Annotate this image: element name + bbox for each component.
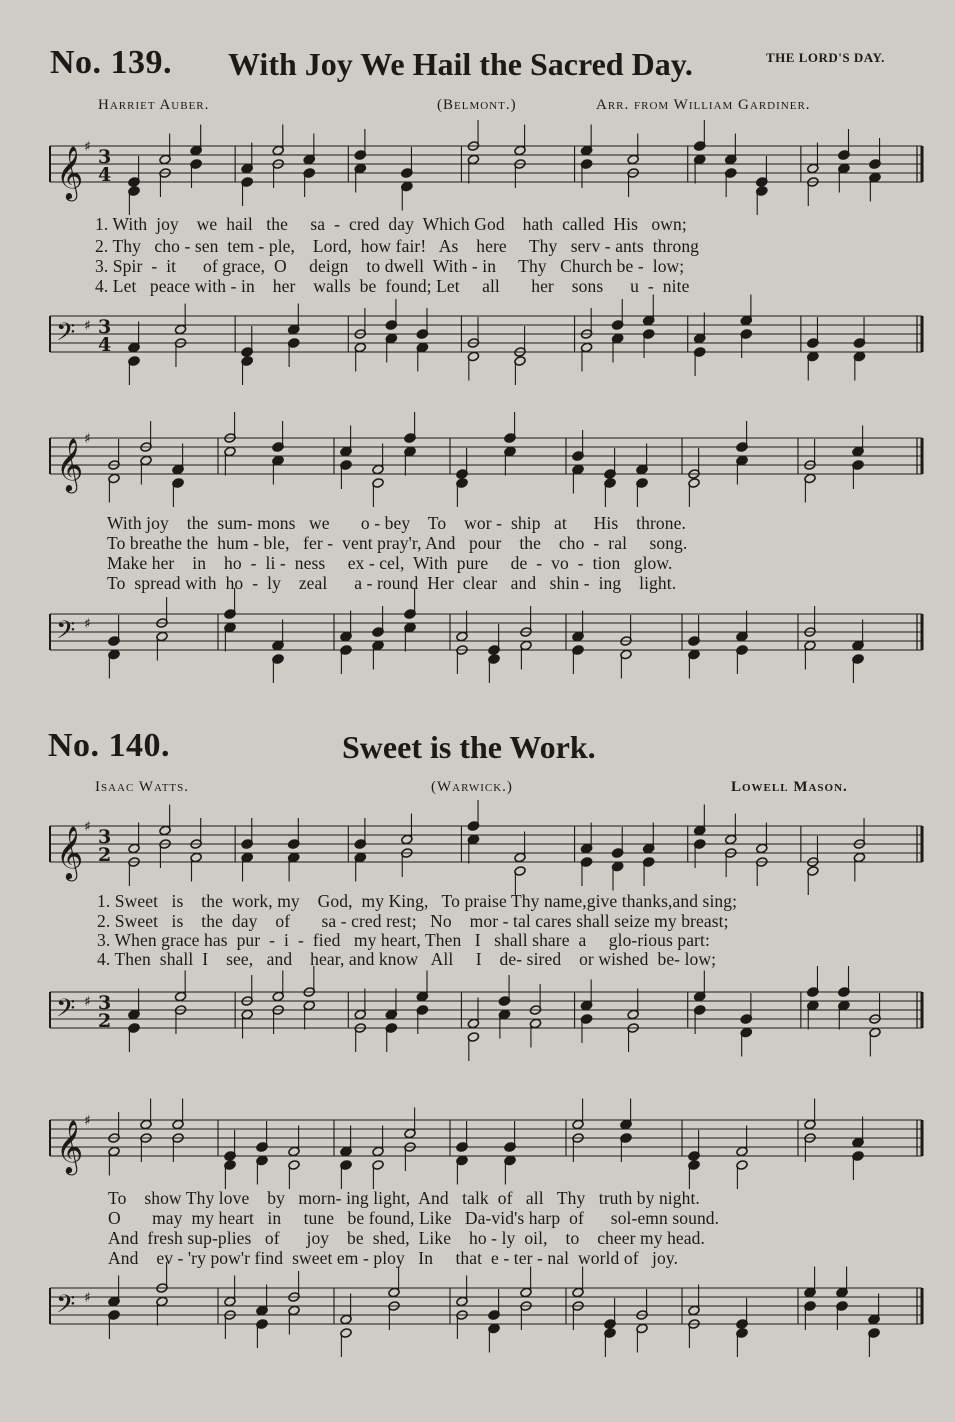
- hymn-140-verse-3-line-1: 3. When grace has pur - i - fied my heart, Then I shall share a glo-rious part:: [97, 930, 710, 950]
- svg-text:3: 3: [98, 826, 112, 848]
- svg-text:♯: ♯: [84, 431, 91, 447]
- hymn-139-treble-staff-1: [46, 128, 926, 212]
- hymn-139-verse-1-line-2: With joy the sum- mons we o - bey To wor - ship at His throne.: [107, 513, 686, 533]
- svg-text:♯: ♯: [84, 819, 91, 835]
- svg-text:3: 3: [98, 992, 112, 1014]
- hymn-139-verse-2-line-2: To breathe the hum - ble, fer - vent pray'r, And pour the cho - ral song.: [107, 533, 688, 553]
- hymn-140-title: Sweet is the Work.: [342, 729, 596, 765]
- hymn-139-bass-staff-1: [46, 298, 926, 382]
- hymn-139-bass-staff-2: [46, 596, 926, 686]
- svg-text:2: 2: [98, 1010, 112, 1032]
- hymn-140-composer: Lowell Mason.: [731, 779, 848, 795]
- hymn-139-tune: (Belmont.): [437, 97, 517, 113]
- hymn-140-bass-staff-1: [46, 974, 926, 1058]
- topic-label: THE LORD'S DAY.: [766, 50, 885, 65]
- hymn-140-verse-1-line-2: To show Thy love by morn- ing light, And talk of all Thy truth by night.: [108, 1188, 700, 1208]
- svg-text:𝄞: 𝄞: [56, 437, 84, 491]
- hymn-139-verse-4-line-2: To spread with ho - ly zeal a - round Her clear and shin - ing light.: [107, 573, 677, 593]
- svg-text:4: 4: [98, 334, 112, 356]
- hymn-140-verse-2-line-2: O may my heart in tune be found, Like Da-vid's harp of sol-emn sound.: [108, 1208, 720, 1228]
- svg-text:♯: ♯: [84, 994, 91, 1010]
- svg-text:4: 4: [98, 164, 112, 186]
- svg-text:𝄢: 𝄢: [56, 1290, 76, 1325]
- hymn-140-verse-3-line-2: And fresh sup-plies of joy be shed, Like ho - ly oil, to cheer my head.: [108, 1228, 705, 1248]
- svg-text:𝄢: 𝄢: [56, 616, 76, 651]
- hymn-140-tune: (Warwick.): [431, 779, 513, 795]
- hymn-139-title: With Joy We Hail the Sacred Day.: [228, 46, 693, 82]
- svg-text:♯: ♯: [84, 139, 91, 155]
- hymn-139-verse-3-line-2: Make her in ho - li - ness ex - cel, With pure de - vo - tion glow.: [107, 553, 673, 573]
- hymn-140-treble-staff-2: [46, 1102, 926, 1186]
- svg-text:2: 2: [98, 844, 112, 866]
- hymn-139-verse-1-line-1: 1. With joy we hail the sa - cred day Which God hath called His own;: [95, 214, 687, 234]
- svg-text:♯: ♯: [84, 1113, 91, 1129]
- svg-text:𝄢: 𝄢: [56, 994, 76, 1029]
- svg-text:3: 3: [98, 146, 112, 168]
- hymn-140-number: No. 140.: [48, 727, 171, 764]
- hymn-140-author: Isaac Watts.: [95, 779, 190, 795]
- svg-text:𝄞: 𝄞: [56, 825, 84, 879]
- svg-text:𝄞: 𝄞: [56, 145, 84, 199]
- svg-text:♯: ♯: [84, 616, 91, 632]
- svg-text:𝄢: 𝄢: [56, 318, 76, 353]
- hymn-139-treble-staff-2: [46, 420, 926, 504]
- hymn-139-composer: Arr. from William Gardiner.: [596, 97, 811, 113]
- hymn-140-verse-1-line-1: 1. Sweet is the work, my God, my King, To praise Thy name,give thanks,and sing;: [97, 891, 738, 911]
- hymn-139-author: Harriet Auber.: [98, 97, 210, 113]
- hymn-140-verse-4-line-2: And ev - 'ry pow'r find sweet em - ploy In that e - ter - nal world of joy.: [108, 1248, 679, 1268]
- hymn-139-verse-2-line-1: 2. Thy cho - sen tem - ple, Lord, how fair! As here Thy serv - ants throng: [95, 236, 700, 256]
- hymn-140-verse-2-line-1: 2. Sweet is the day of sa - cred rest; No mor - tal cares shall seize my breast;: [97, 911, 729, 931]
- svg-text:𝄞: 𝄞: [56, 1119, 84, 1173]
- hymn-139-number: No. 139.: [50, 44, 173, 81]
- svg-text:♯: ♯: [84, 318, 91, 334]
- hymn-139-verse-3-line-1: 3. Spir - it of grace, O deign to dwell With - in Thy Church be - low;: [95, 256, 685, 276]
- svg-text:♯: ♯: [84, 1290, 91, 1306]
- hymn-139-verse-4-line-1: 4. Let peace with - in her walls be found; Let all her sons u - nite: [95, 276, 690, 296]
- svg-text:3: 3: [98, 316, 112, 338]
- hymn-140-bass-staff-2: [46, 1270, 926, 1360]
- hymn-140-treble-staff-1: [46, 808, 926, 892]
- hymn-140-verse-4-line-1: 4. Then shall I see, and hear, and know All I de- sired or wished be- low;: [97, 949, 717, 969]
